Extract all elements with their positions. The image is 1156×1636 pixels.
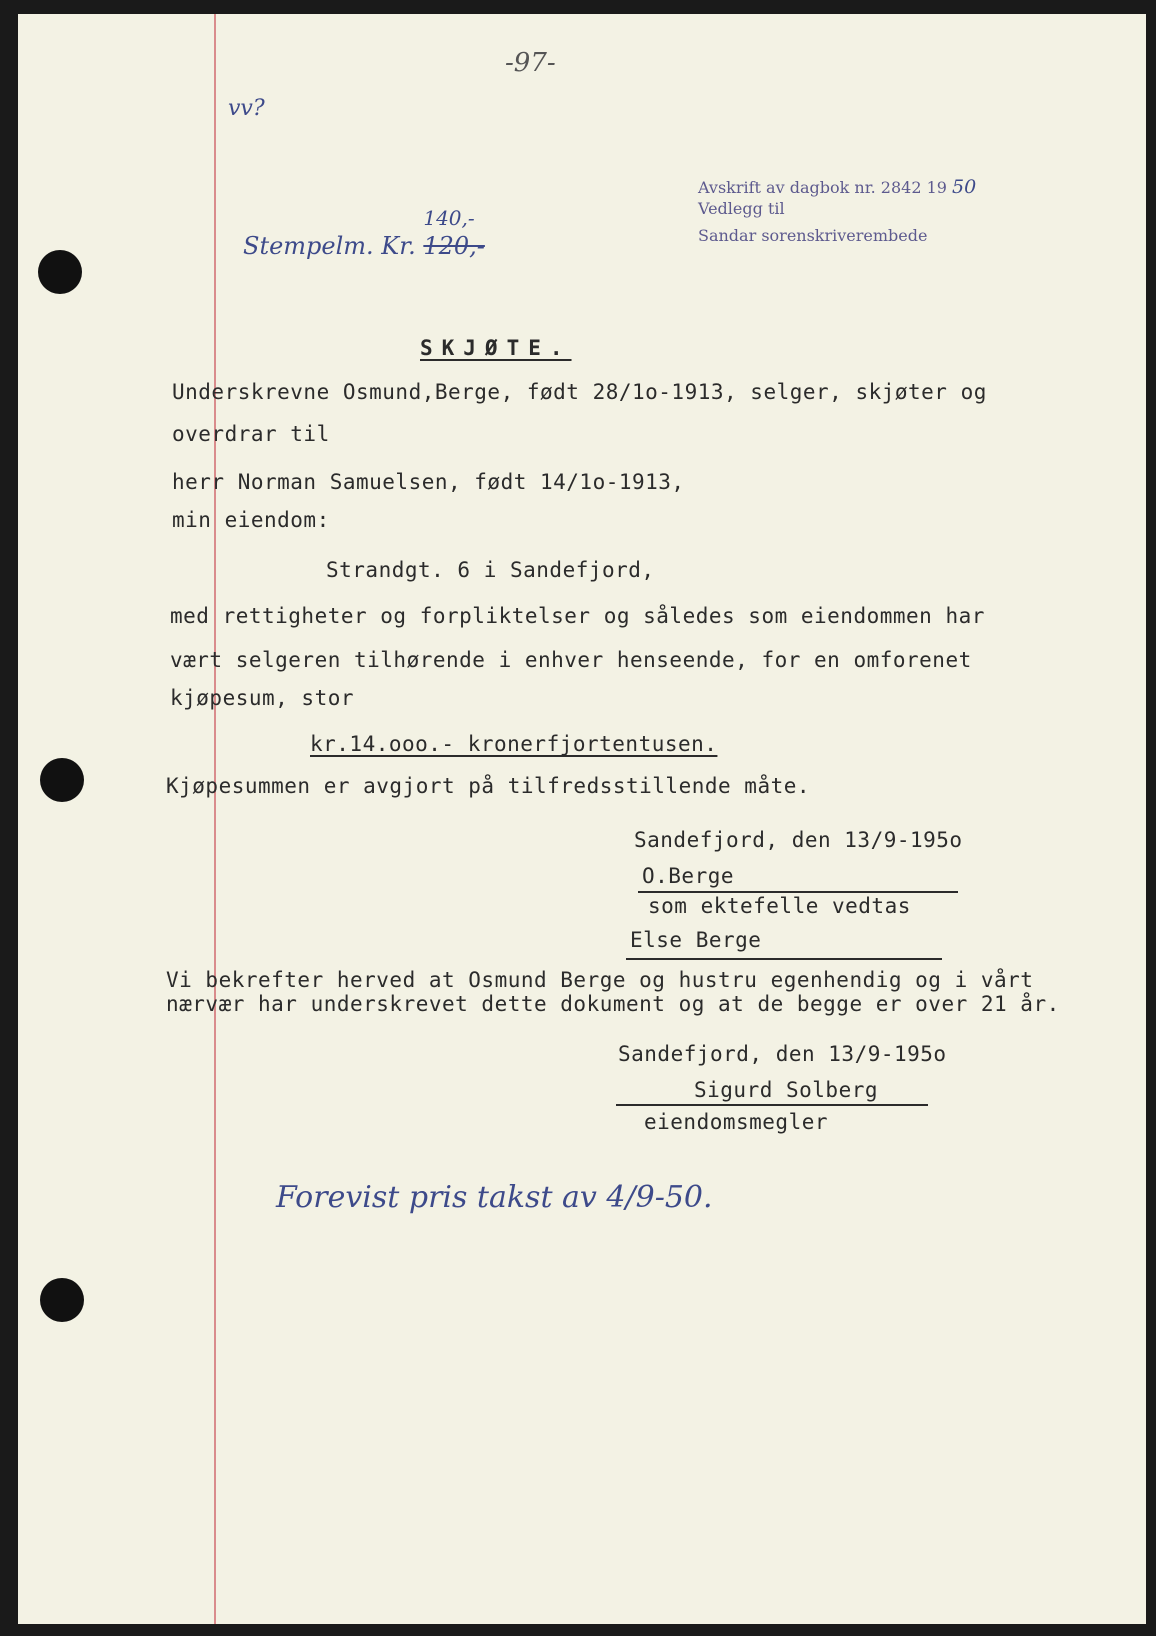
document-page <box>18 14 1146 1624</box>
purchase-sum: kr.14.ooo.- kronerfjortentusen. <box>310 732 718 756</box>
body-line-2: overdrar til <box>172 422 330 446</box>
stamp-line1-b: dagbok nr. 2842 <box>789 178 922 197</box>
body-line-1: Underskrevne Osmund,Berge, født 28/1o-1913, selger, skjøter og <box>172 380 987 404</box>
handwritten-footer: Forevist pris takst av 4/9-50. <box>276 1180 713 1215</box>
margin-note: vv? <box>228 96 265 121</box>
stamp-line1-a: Avskrift av <box>698 178 785 197</box>
witness-role: eiendomsmegler <box>644 1110 829 1134</box>
body-line-6: med rettigheter og forpliktelser og således som eiendommen har <box>170 604 985 628</box>
spouse-note: som ektefelle vedtas <box>648 894 911 918</box>
signature-line <box>638 891 958 893</box>
stamp-line3: Sandar sorenskriverembede <box>698 226 928 245</box>
witness-line-1: Vi bekrefter herved at Osmund Berge og hustru egenhendig og i vårt <box>166 968 1034 992</box>
stamp-line1-c: 19 <box>926 178 947 197</box>
place-date-2: Sandefjord, den 13/9-195o <box>618 1042 947 1066</box>
body-line-3: herr Norman Samuelsen, født 14/1o-1913, <box>172 470 685 494</box>
fee-label: Stempelm. Kr. <box>243 232 416 260</box>
seller-name: O.Berge <box>642 864 735 888</box>
signature-line <box>616 1104 928 1106</box>
page-number: -97- <box>505 48 556 78</box>
stamp-year: 50 <box>952 176 977 198</box>
punch-hole <box>40 758 84 802</box>
document-title: SKJØTE. <box>420 336 572 360</box>
body-line-10: Kjøpesummen er avgjort på tilfredsstillende måte. <box>166 774 811 798</box>
body-line-8: kjøpesum, stor <box>170 686 355 710</box>
place-date-1: Sandefjord, den 13/9-195o <box>634 828 963 852</box>
punch-hole <box>38 250 82 294</box>
signature-line <box>626 958 942 960</box>
fee-amount-old: 120,- <box>423 232 485 260</box>
registration-stamp <box>698 176 976 198</box>
body-line-7: vært selgeren tilhørende i enhver henseende, for en omforenet <box>170 648 972 672</box>
stamp-line2: Vedlegg til <box>698 199 785 218</box>
witness-line-2: nærvær har underskrevet dette dokument og at de begge er over 21 år. <box>166 992 1060 1016</box>
stamp-fee <box>243 206 485 260</box>
witness-name: Sigurd Solberg <box>694 1078 879 1102</box>
spouse-name: Else Berge <box>630 928 762 952</box>
fee-amount-new: 140,- <box>423 206 475 230</box>
punch-hole <box>40 1278 84 1322</box>
body-line-5: Strandgt. 6 i Sandefjord, <box>326 558 655 582</box>
body-line-4: min eiendom: <box>172 508 330 532</box>
margin-line <box>214 14 216 1624</box>
